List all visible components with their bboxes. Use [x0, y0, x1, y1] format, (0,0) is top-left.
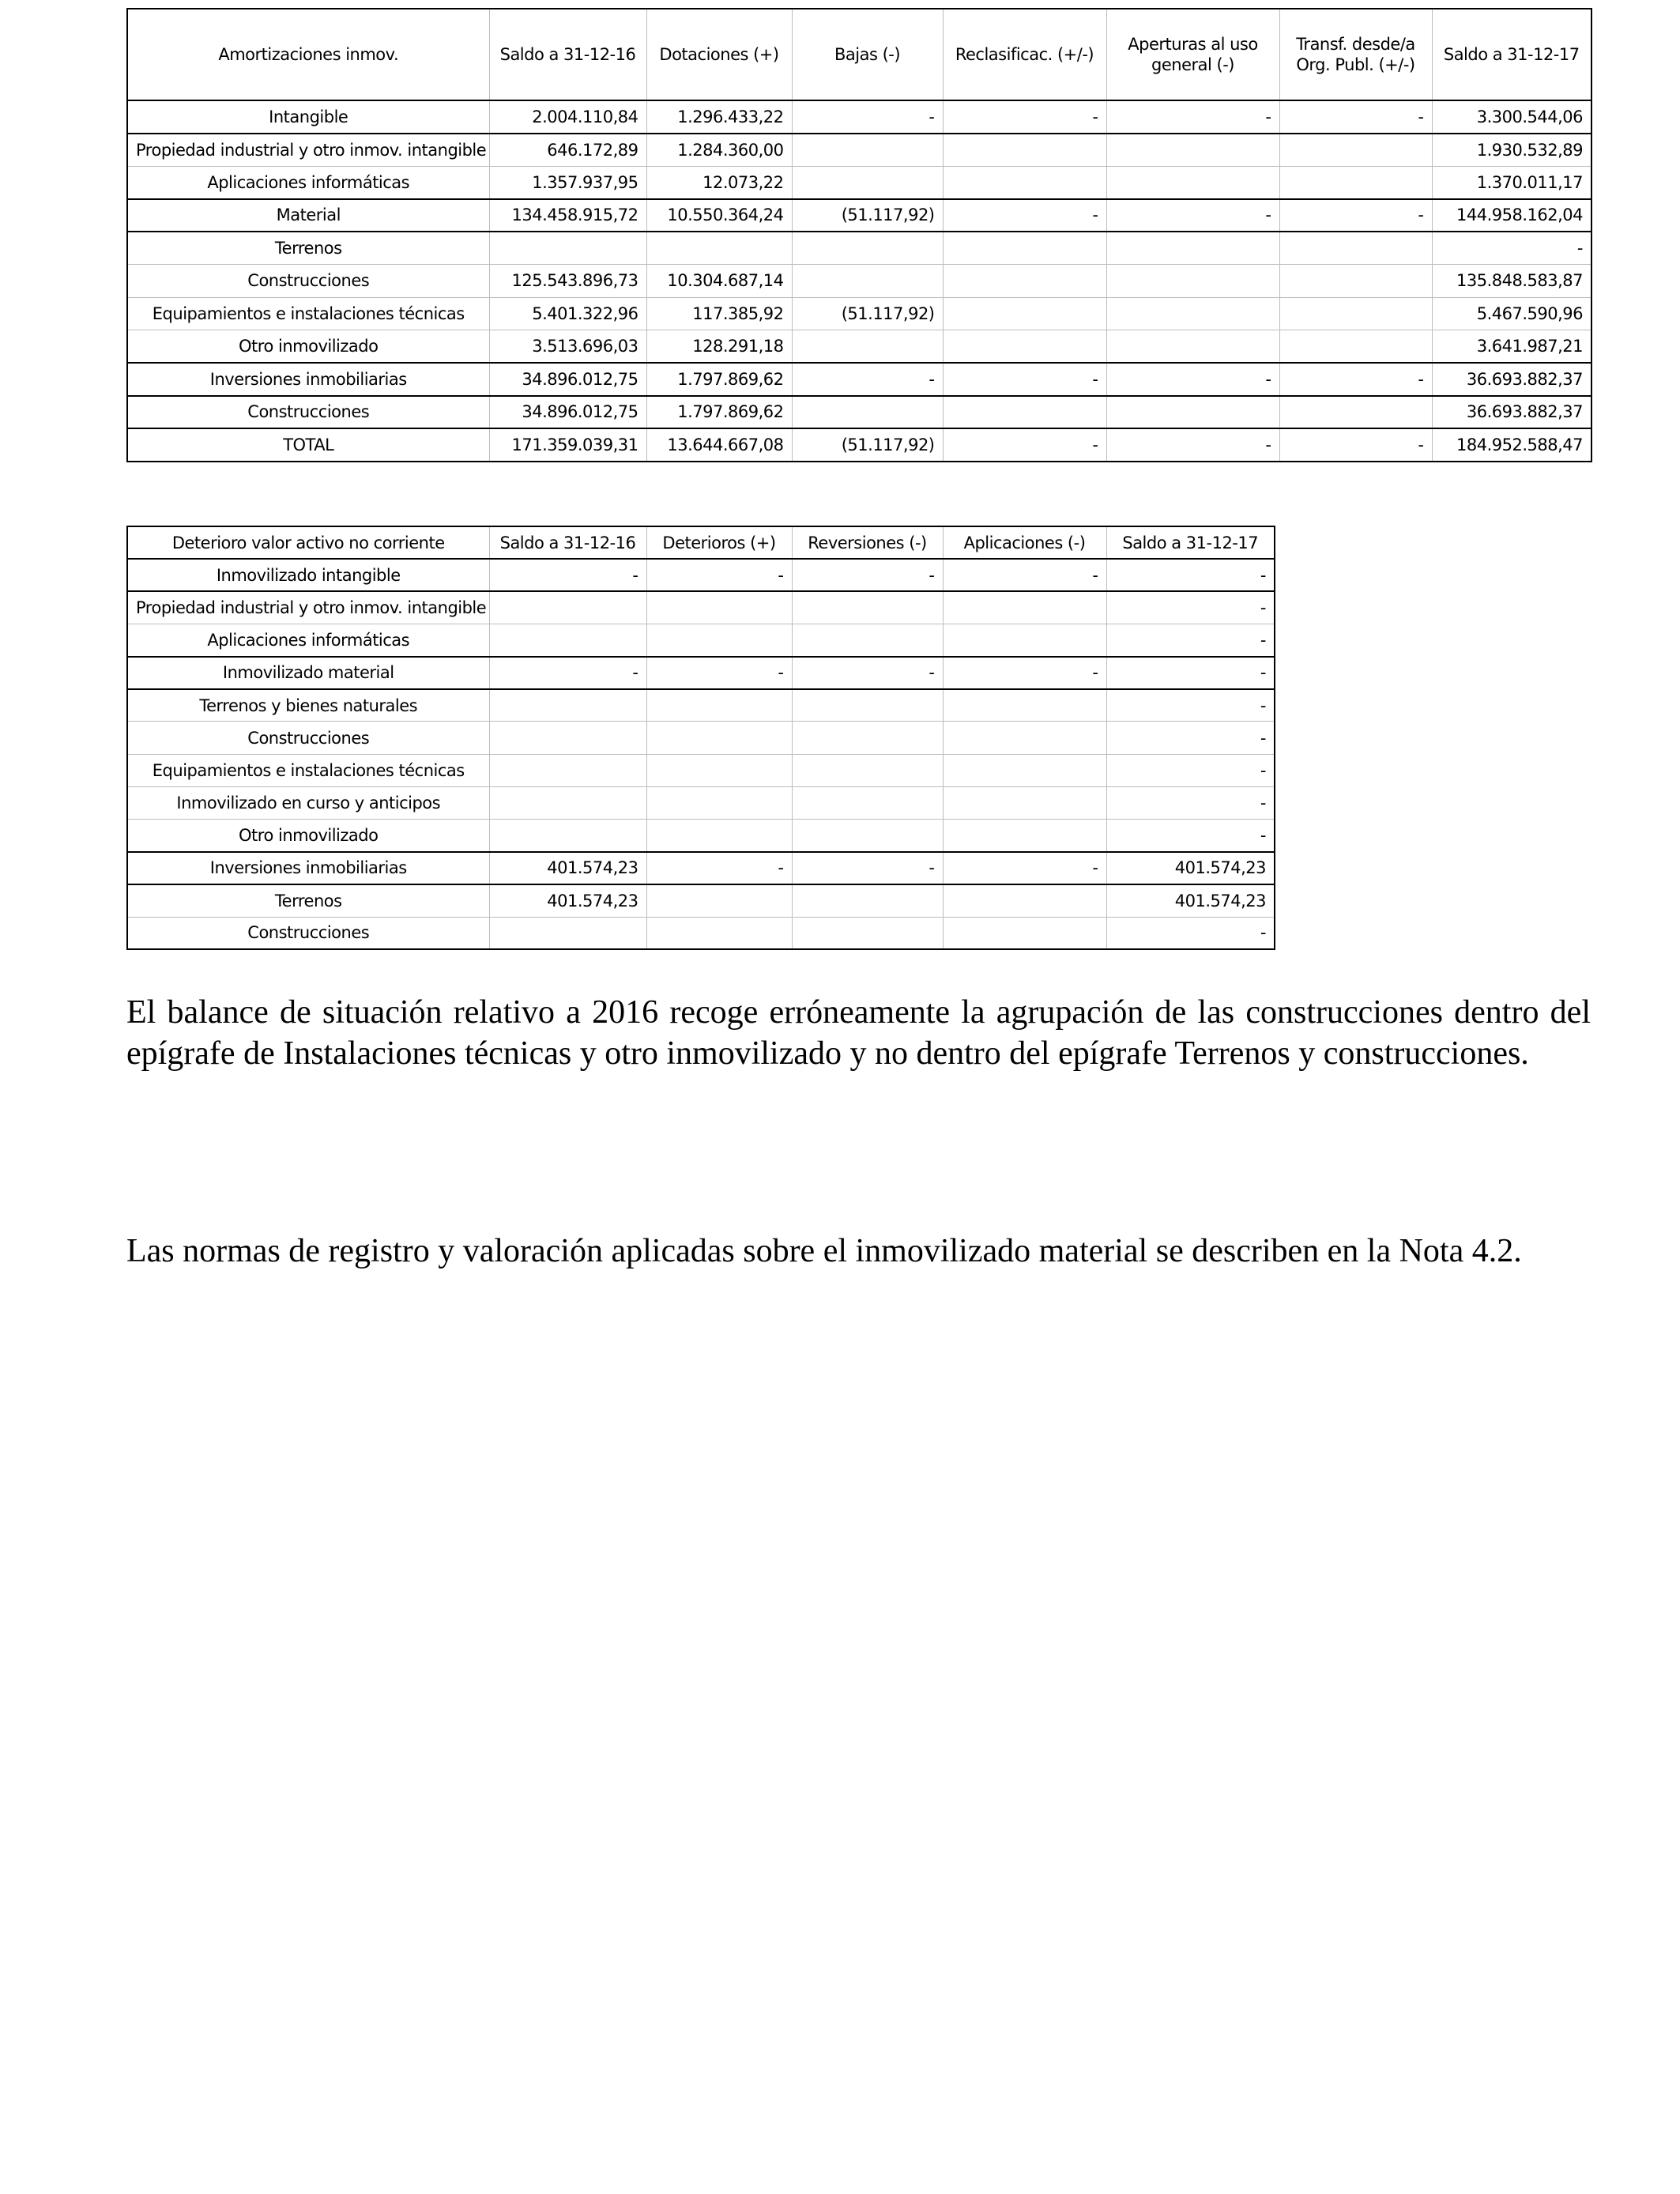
table-cell: 2.004.110,84: [489, 100, 646, 134]
table-cell: (51.117,92): [792, 199, 943, 232]
amortizaciones-body: [127, 9, 1591, 462]
table-cell: [792, 689, 943, 722]
table-cell: 1.797.869,62: [646, 363, 792, 396]
table-row: [127, 265, 1591, 298]
table-cell: [792, 591, 943, 624]
table-cell: [489, 820, 646, 852]
table-cell: [489, 689, 646, 722]
table-cell: 1.370.011,17: [1432, 166, 1591, 199]
table-cell: 1.296.433,22: [646, 100, 792, 134]
table-cell: [1106, 297, 1279, 330]
table-cell: 401.574,23: [1106, 852, 1275, 884]
table-cell: 135.848.583,87: [1432, 265, 1591, 298]
table-cell: -: [646, 559, 792, 591]
table-cell: [792, 396, 943, 429]
table-cell: [943, 786, 1106, 819]
table-cell: [943, 297, 1106, 330]
table-cell: [792, 820, 943, 852]
row-label: Construcciones: [127, 917, 489, 949]
table-cell: 144.958.162,04: [1432, 199, 1591, 232]
row-label: Propiedad industrial y otro inmov. intangible: [127, 134, 489, 167]
row-label: Construcciones: [127, 722, 489, 754]
table-cell: 646.172,89: [489, 134, 646, 167]
table-cell: [792, 917, 943, 949]
table-cell: 3.513.696,03: [489, 330, 646, 364]
table-cell: [646, 591, 792, 624]
table-row: [127, 199, 1591, 232]
table-row: [127, 657, 1275, 689]
row-label: Terrenos: [127, 232, 489, 265]
table-row: [127, 232, 1591, 265]
column-header: Saldo a 31-12-17: [1432, 9, 1591, 100]
row-label: Inversiones inmobiliarias: [127, 363, 489, 396]
row-label: Terrenos: [127, 884, 489, 917]
table-cell: [1279, 232, 1432, 265]
table-cell: 5.467.590,96: [1432, 297, 1591, 330]
table-cell: [1279, 134, 1432, 167]
table-cell: [792, 754, 943, 786]
table-cell: 1.930.532,89: [1432, 134, 1591, 167]
table-row: [127, 591, 1275, 624]
table-row: [127, 134, 1591, 167]
table-cell: [1106, 134, 1279, 167]
column-header: Aperturas al uso general (-): [1106, 9, 1279, 100]
table-cell: -: [943, 363, 1106, 396]
table-row: [127, 363, 1591, 396]
table-row: [127, 396, 1591, 429]
paragraph-balance-note: El balance de situación relativo a 2016 recoge erróneamente la agrupación de las construcciones dentro del epígrafe de Instalaciones técnicas y otro inmovilizado y no dentro del epígrafe Terrenos y construcciones.: [126, 994, 1591, 1072]
table-cell: 1.357.937,95: [489, 166, 646, 199]
table-cell: [489, 722, 646, 754]
table-cell: 12.073,22: [646, 166, 792, 199]
table-cell: [943, 591, 1106, 624]
table-cell: -: [1106, 591, 1275, 624]
table-row: [127, 559, 1275, 591]
table-cell: 5.401.322,96: [489, 297, 646, 330]
table-row: [127, 786, 1275, 819]
table-cell: -: [1106, 786, 1275, 819]
table-cell: [792, 786, 943, 819]
table-cell: 36.693.882,37: [1432, 363, 1591, 396]
column-header: Reclasificac. (+/-): [943, 9, 1106, 100]
table-row: [127, 297, 1591, 330]
table-cell: 3.641.987,21: [1432, 330, 1591, 364]
table-cell: [646, 624, 792, 656]
row-label: Inmovilizado en curso y anticipos: [127, 786, 489, 819]
table-cell: -: [489, 559, 646, 591]
row-label: Propiedad industrial y otro inmov. intangible: [127, 591, 489, 624]
row-label: Construcciones: [127, 396, 489, 429]
table-cell: (51.117,92): [792, 297, 943, 330]
table-cell: 125.543.896,73: [489, 265, 646, 298]
column-header: Transf. desde/a Org. Publ. (+/-): [1279, 9, 1432, 100]
column-header: Dotaciones (+): [646, 9, 792, 100]
table-cell: [489, 591, 646, 624]
table-cell: [1106, 232, 1279, 265]
table-cell: -: [1106, 657, 1275, 689]
deterioro-table: [126, 526, 1275, 950]
table-cell: (51.117,92): [792, 428, 943, 462]
table-cell: -: [1106, 363, 1279, 396]
table-cell: -: [1106, 559, 1275, 591]
table-cell: [489, 232, 646, 265]
table-cell: [646, 754, 792, 786]
table-cell: -: [1106, 624, 1275, 656]
column-header: Deterioros (+): [646, 526, 792, 559]
table-row: [127, 884, 1275, 917]
table-cell: [943, 265, 1106, 298]
table-cell: [943, 722, 1106, 754]
table-row: [127, 330, 1591, 364]
table-cell: -: [792, 363, 943, 396]
table-cell: -: [1279, 363, 1432, 396]
table-cell: [1106, 330, 1279, 364]
table-cell: 401.574,23: [489, 852, 646, 884]
table-cell: [792, 232, 943, 265]
table-row: [127, 689, 1275, 722]
table-cell: [489, 917, 646, 949]
table-cell: [489, 754, 646, 786]
row-label: TOTAL: [127, 428, 489, 462]
table-row: [127, 100, 1591, 134]
column-header: Reversiones (-): [792, 526, 943, 559]
table-cell: 1.797.869,62: [646, 396, 792, 429]
table-cell: [943, 232, 1106, 265]
table-cell: [646, 232, 792, 265]
table-cell: [943, 396, 1106, 429]
table-cell: -: [1432, 232, 1591, 265]
table-cell: [943, 820, 1106, 852]
table-cell: -: [943, 100, 1106, 134]
table-cell: [943, 917, 1106, 949]
table-cell: [1279, 166, 1432, 199]
amortizaciones-header-row: [127, 9, 1591, 100]
table-cell: -: [792, 100, 943, 134]
table-cell: [646, 689, 792, 722]
table-cell: [1279, 396, 1432, 429]
table-cell: 128.291,18: [646, 330, 792, 364]
table-cell: [943, 689, 1106, 722]
table-cell: [646, 786, 792, 819]
table-cell: [792, 624, 943, 656]
table-cell: -: [1106, 100, 1279, 134]
table-cell: 10.304.687,14: [646, 265, 792, 298]
table-cell: [943, 134, 1106, 167]
table-row: [127, 820, 1275, 852]
table-cell: 13.644.667,08: [646, 428, 792, 462]
table-cell: -: [489, 657, 646, 689]
column-header: Saldo a 31-12-17: [1106, 526, 1275, 559]
table-cell: -: [1279, 100, 1432, 134]
table-cell: 10.550.364,24: [646, 199, 792, 232]
column-header: Saldo a 31-12-16: [489, 526, 646, 559]
table-cell: [792, 265, 943, 298]
table-cell: -: [943, 428, 1106, 462]
table-row: [127, 917, 1275, 949]
table-cell: [943, 624, 1106, 656]
table-cell: [792, 722, 943, 754]
table-cell: -: [1106, 689, 1275, 722]
table-cell: [943, 884, 1106, 917]
table-row: [127, 428, 1591, 462]
table-row: [127, 624, 1275, 656]
table-cell: 3.300.544,06: [1432, 100, 1591, 134]
table-cell: -: [1106, 820, 1275, 852]
paragraph-normas-note: Las normas de registro y valoración aplicadas sobre el inmovilizado material se describen en la Nota 4.2.: [126, 1233, 1522, 1269]
table-cell: -: [792, 559, 943, 591]
column-header: Bajas (-): [792, 9, 943, 100]
table-cell: [646, 884, 792, 917]
table-cell: 117.385,92: [646, 297, 792, 330]
table-cell: -: [792, 657, 943, 689]
table-cell: 401.574,23: [1106, 884, 1275, 917]
table-cell: [792, 134, 943, 167]
row-label: Construcciones: [127, 265, 489, 298]
table-cell: [646, 722, 792, 754]
table-cell: 401.574,23: [489, 884, 646, 917]
table-cell: [792, 884, 943, 917]
table-cell: -: [646, 657, 792, 689]
table-cell: 1.284.360,00: [646, 134, 792, 167]
table-cell: [489, 624, 646, 656]
table-cell: -: [1279, 199, 1432, 232]
row-label: Inmovilizado intangible: [127, 559, 489, 591]
table-cell: [943, 166, 1106, 199]
table-cell: [1106, 265, 1279, 298]
table-cell: 171.359.039,31: [489, 428, 646, 462]
table-row: [127, 166, 1591, 199]
table-cell: 34.896.012,75: [489, 396, 646, 429]
table-cell: -: [943, 559, 1106, 591]
table-row: [127, 852, 1275, 884]
table-cell: [646, 820, 792, 852]
table-cell: 184.952.588,47: [1432, 428, 1591, 462]
table-cell: -: [792, 852, 943, 884]
table-cell: 34.896.012,75: [489, 363, 646, 396]
table-cell: -: [1106, 917, 1275, 949]
amortizaciones-table: [126, 8, 1592, 462]
row-label: Intangible: [127, 100, 489, 134]
table-cell: [1279, 330, 1432, 364]
table-cell: [646, 917, 792, 949]
table-cell: [943, 754, 1106, 786]
table-cell: -: [943, 852, 1106, 884]
table-cell: [1106, 396, 1279, 429]
table-cell: -: [943, 199, 1106, 232]
row-label: Equipamientos e instalaciones técnicas: [127, 754, 489, 786]
table-cell: [943, 330, 1106, 364]
row-label: Aplicaciones informáticas: [127, 166, 489, 199]
row-label: Aplicaciones informáticas: [127, 624, 489, 656]
table-cell: [1279, 265, 1432, 298]
table-cell: [792, 330, 943, 364]
table-cell: -: [943, 657, 1106, 689]
row-label: Terrenos y bienes naturales: [127, 689, 489, 722]
column-header: Amortizaciones inmov.: [127, 9, 489, 100]
table-cell: [792, 166, 943, 199]
table-cell: -: [1106, 722, 1275, 754]
row-label: Otro inmovilizado: [127, 330, 489, 364]
column-header: Saldo a 31-12-16: [489, 9, 646, 100]
deterioro-body: [127, 526, 1275, 949]
table-cell: -: [1106, 754, 1275, 786]
table-row: [127, 722, 1275, 754]
table-cell: [1279, 297, 1432, 330]
table-cell: [1106, 166, 1279, 199]
row-label: Inmovilizado material: [127, 657, 489, 689]
row-label: Material: [127, 199, 489, 232]
table-cell: 134.458.915,72: [489, 199, 646, 232]
column-header: Deterioro valor activo no corriente: [127, 526, 489, 559]
column-header: Aplicaciones (-): [943, 526, 1106, 559]
row-label: Otro inmovilizado: [127, 820, 489, 852]
table-cell: -: [646, 852, 792, 884]
table-cell: -: [1106, 199, 1279, 232]
row-label: Inversiones inmobiliarias: [127, 852, 489, 884]
deterioro-header-row: [127, 526, 1275, 559]
table-cell: -: [1279, 428, 1432, 462]
table-cell: [489, 786, 646, 819]
table-cell: -: [1106, 428, 1279, 462]
table-row: [127, 754, 1275, 786]
row-label: Equipamientos e instalaciones técnicas: [127, 297, 489, 330]
table-cell: 36.693.882,37: [1432, 396, 1591, 429]
